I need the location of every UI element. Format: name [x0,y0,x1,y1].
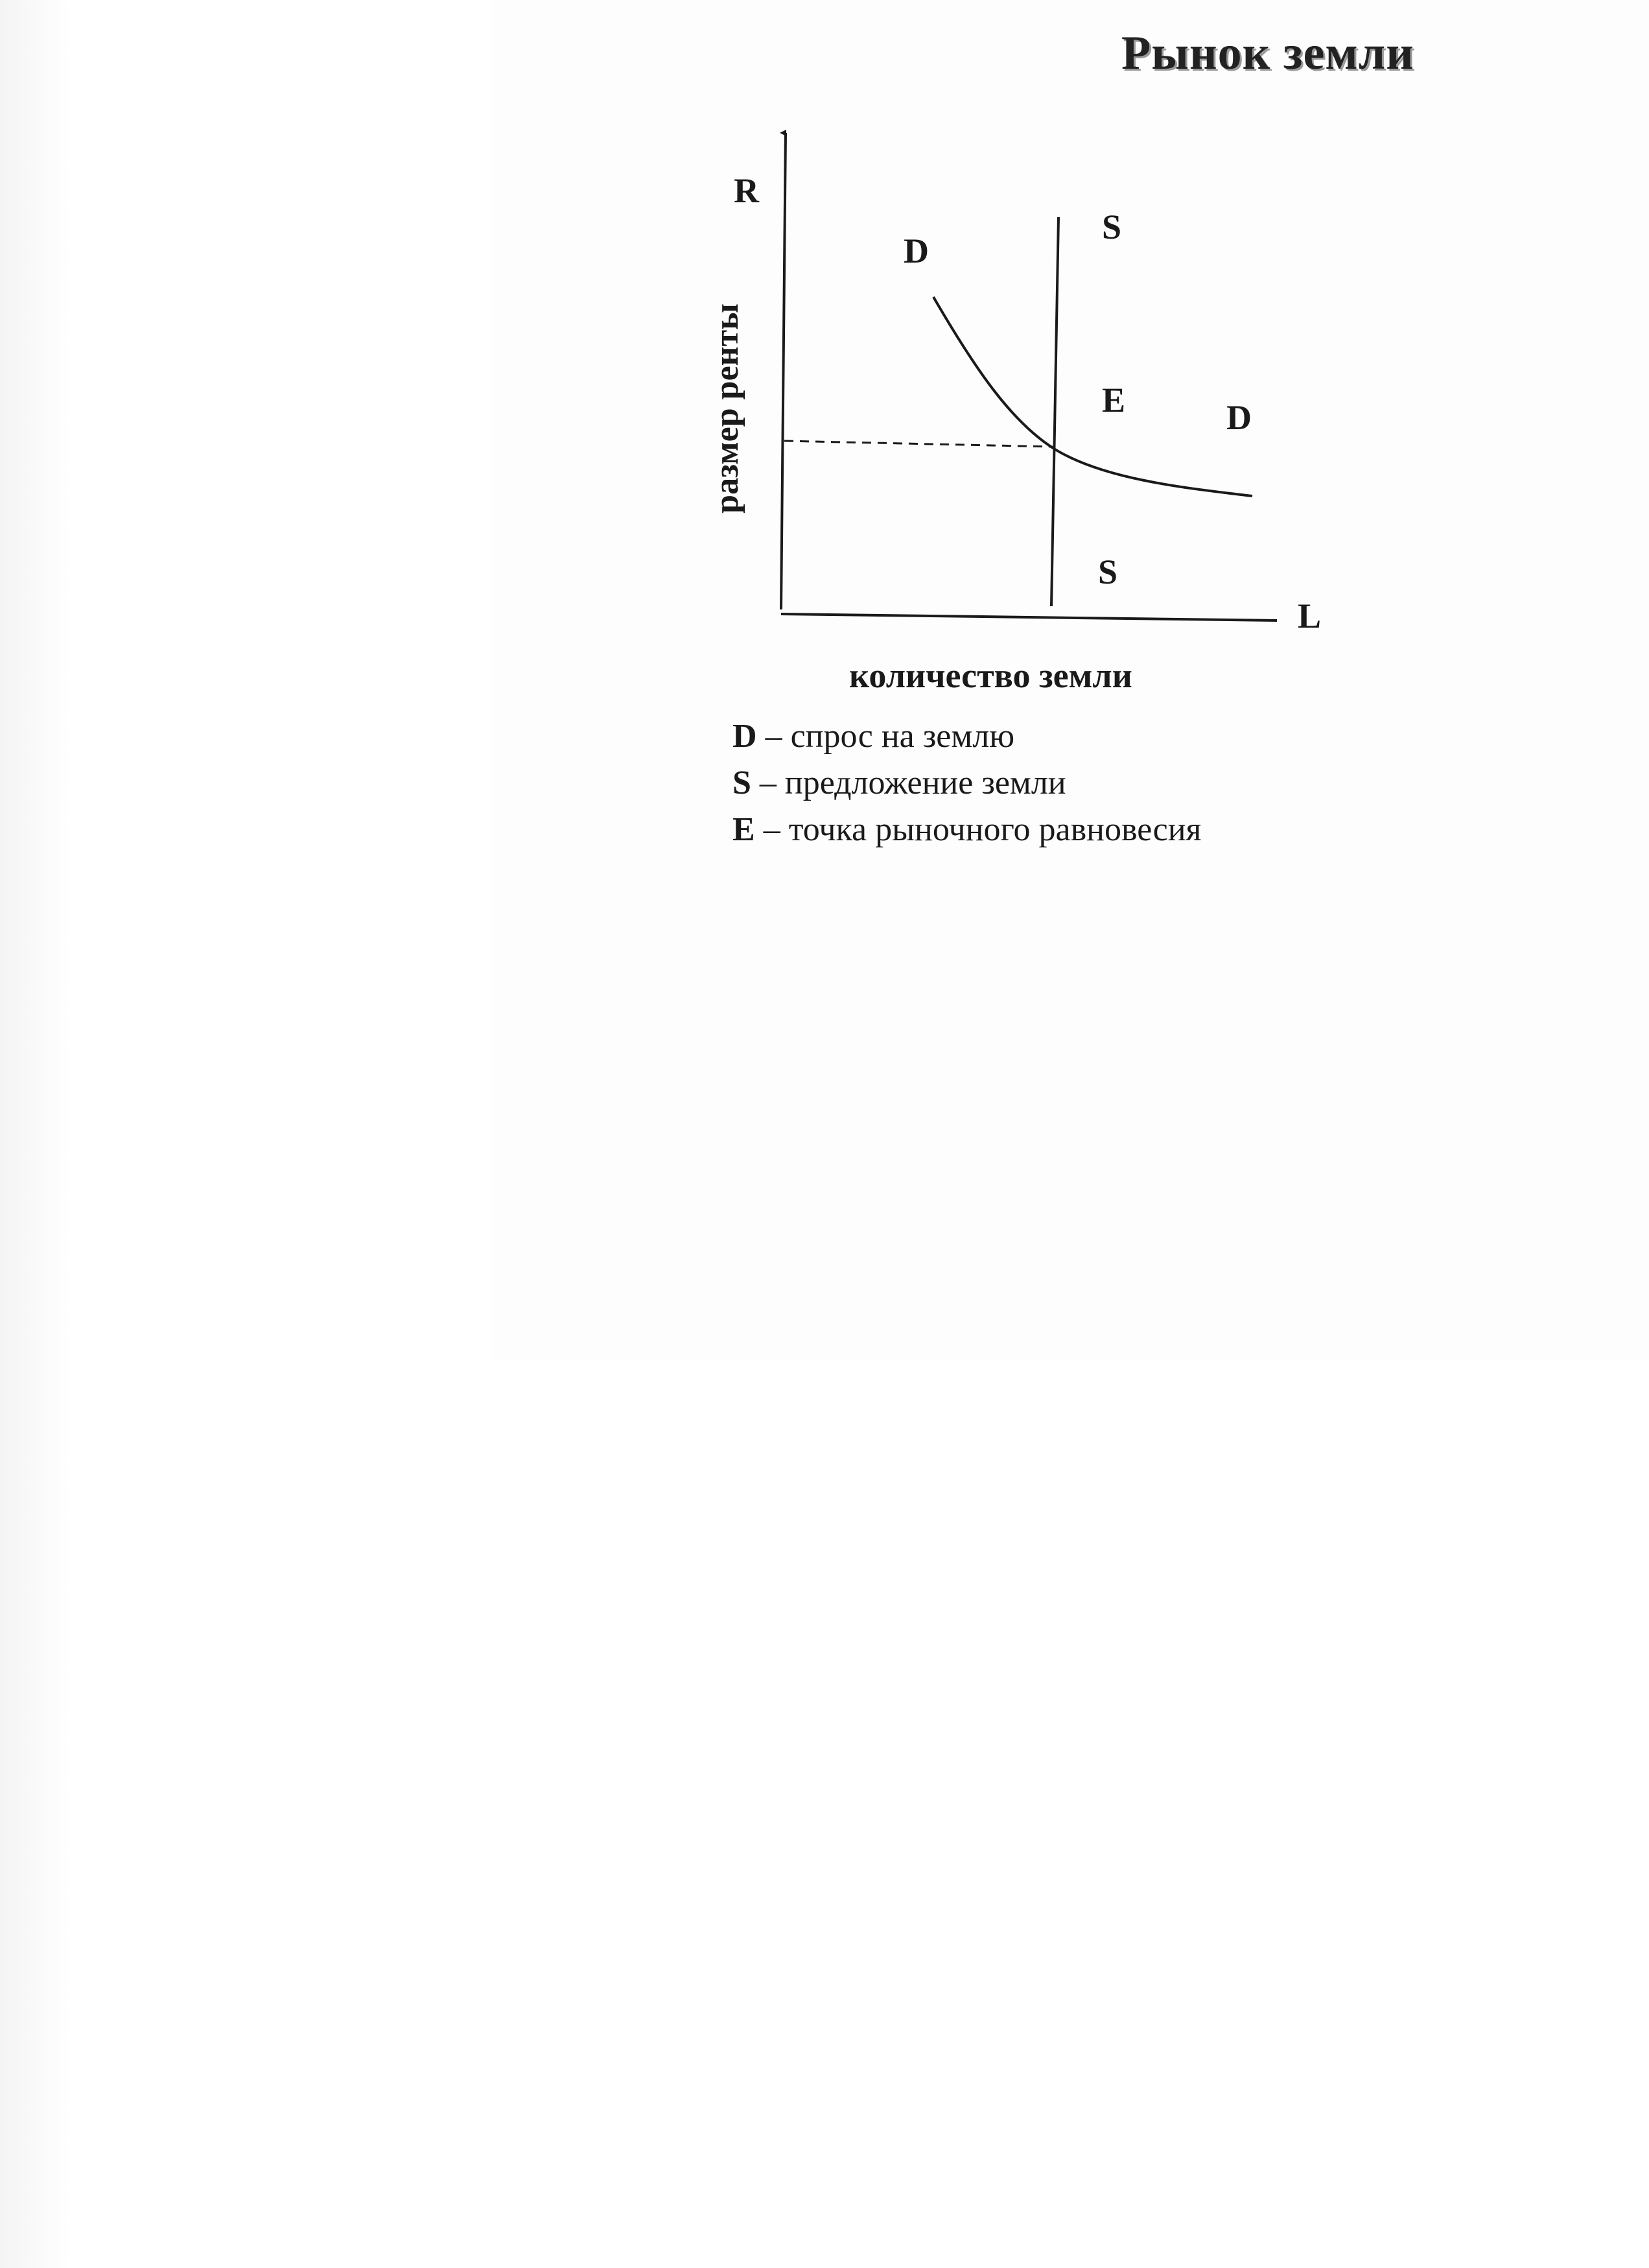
supply-label-bottom: S [1098,552,1118,591]
legend-key: S [732,764,751,801]
legend-item-demand [732,713,1316,760]
legend-key: D [732,718,757,755]
equilibrium-label: E [1102,381,1126,419]
equilibrium-rent-line [784,441,1053,447]
legend-item-equilibrium [732,807,1316,853]
y-axis-label: размер ренты [708,303,745,514]
legend-text: – спрос на землю [756,718,1015,755]
demand-label-top: D [904,231,929,270]
supply-label-top: S [1102,207,1122,246]
supply-curve [1051,217,1058,606]
y-axis [781,133,786,609]
page-title: Рынок земли [1121,27,1414,80]
legend-text: – предложение земли [751,764,1066,801]
x-axis-letter: L [1298,597,1322,635]
legend-key: E [732,811,755,848]
demand-curve [933,297,1252,496]
x-axis [781,614,1277,620]
y-axis-letter: R [734,171,759,210]
legend-item-supply [732,760,1316,807]
x-axis-label: количество земли [849,656,1132,695]
legend-text: – точка рыночного равновесия [754,811,1202,848]
legend [732,713,1316,853]
demand-label-bottom: D [1226,398,1252,437]
